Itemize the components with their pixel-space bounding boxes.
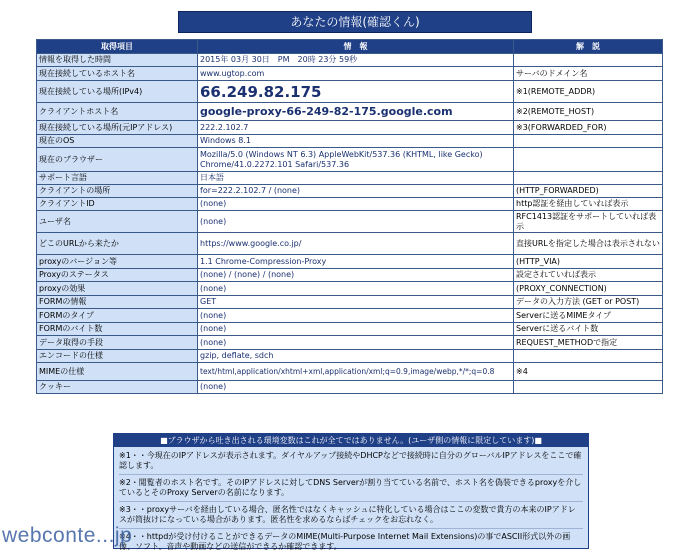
row-label: ユーザ名 <box>37 211 198 233</box>
page-title: あなたの情報(確認くん) <box>178 11 532 33</box>
row-note: (PROXY_CONNECTION) <box>514 282 663 296</box>
row-label: 現在接続しているホスト名 <box>37 67 198 81</box>
row-value: 日本語 <box>198 172 514 185</box>
row-label: 現在のブラウザー <box>37 148 198 172</box>
row-value: (none) <box>198 323 514 336</box>
table-row <box>37 135 663 148</box>
table-row <box>37 323 663 336</box>
row-value: GET <box>198 296 514 309</box>
row-note: 設定されていれば表示 <box>514 269 663 282</box>
table-row <box>37 336 663 350</box>
row-value: (none) <box>198 381 514 394</box>
row-value: (none) <box>198 198 514 211</box>
row-value: Mozilla/5.0 (Windows NT 6.3) AppleWebKit/537.36 (KHTML, like Gecko) Chrome/41.0.2272.101 Safari/537.36 <box>198 148 514 172</box>
row-note: REQUEST_METHODで指定 <box>514 336 663 350</box>
row-label: クッキー <box>37 381 198 394</box>
table-row <box>37 198 663 211</box>
table-header-row <box>37 40 663 54</box>
row-value: 1.1 Chrome-Compression-Proxy <box>198 255 514 269</box>
row-note: RFC1413認証をサポートしていれば表示 <box>514 211 663 233</box>
row-note: ※2(REMOTE_HOST) <box>514 103 663 121</box>
row-value: www.ugtop.com <box>198 67 514 81</box>
row-note: (HTTP_FORWARDED) <box>514 185 663 198</box>
row-note <box>514 350 663 363</box>
row-note: Serverに送るバイト数 <box>514 323 663 336</box>
row-note: ※1(REMOTE_ADDR) <box>514 81 663 103</box>
row-note: サーバのドメイン名 <box>514 67 663 81</box>
notes-header: ■ブラウザから吐き出される環境変数はこれが全てではありません。(ユーザ側の情報に限定しています)■ <box>114 434 588 447</box>
row-label: 情報を取得した時間 <box>37 54 198 67</box>
row-note: 直接URLを指定した場合は表示されない <box>514 233 663 255</box>
table-row <box>37 381 663 394</box>
table-row <box>37 185 663 198</box>
table-row <box>37 67 663 81</box>
table-row <box>37 121 663 135</box>
notes-box <box>113 433 589 549</box>
info-table <box>36 39 663 394</box>
row-label: FORMのタイプ <box>37 309 198 323</box>
table-row <box>37 148 663 172</box>
row-label: クライアントホスト名 <box>37 103 198 121</box>
table-row <box>37 233 663 255</box>
row-label: FORMのバイト数 <box>37 323 198 336</box>
row-note: データの入力方法 (GET or POST) <box>514 296 663 309</box>
row-value: 222.2.102.7 <box>198 121 514 135</box>
note-item: ※1・・今現在のIPアドレスが表示されます。ダイヤルアップ接続やDHCPなどで接続時に自分のグローバルIPアドレスをここで確認します。 <box>119 451 582 470</box>
header-info: 情 報 <box>198 40 514 54</box>
row-label: どこのURLから来たか <box>37 233 198 255</box>
row-value: (none) <box>198 309 514 323</box>
watermark: webconte...jp <box>2 524 133 547</box>
note-item: ※3・・proxyサーバを経由している場合、匿名性ではなくキャッシュに特化している場合はここの変数で貴方の本来のIPアドレスが筒抜けになっている場合があります。匿名性を求めるならばチェックをお忘れなく。 <box>119 501 583 525</box>
row-value: (none) <box>198 336 514 350</box>
ip-address-value: 66.249.82.175 <box>198 81 514 103</box>
row-value: (none) <box>198 282 514 296</box>
row-label: データ取得の手段 <box>37 336 198 350</box>
table-row <box>37 363 663 381</box>
row-value: gzip, deflate, sdch <box>198 350 514 363</box>
note-item: ※2・閲覧者のホスト名です。そのIPアドレスに対してDNS Serverが割り当てている名前で、ホスト名を偽装できるproxyを介しているとそのProxy Serverの名前になります。 <box>119 474 583 498</box>
row-note <box>514 172 663 185</box>
header-note: 解 説 <box>514 40 663 54</box>
row-label: MIMEの仕様 <box>37 363 198 381</box>
row-label: 現在接続している場所(元IPアドレス) <box>37 121 198 135</box>
table-row <box>37 309 663 323</box>
client-host-value: google-proxy-66-249-82-175.google.com <box>198 103 514 121</box>
table-row <box>37 350 663 363</box>
table-row <box>37 269 663 282</box>
row-note: (HTTP_VIA) <box>514 255 663 269</box>
table-row <box>37 54 663 67</box>
row-note <box>514 381 663 394</box>
row-label: proxyの効果 <box>37 282 198 296</box>
row-label: Proxyのステータス <box>37 269 198 282</box>
table-row <box>37 81 663 103</box>
row-label: クライアントの場所 <box>37 185 198 198</box>
row-label: クライアントID <box>37 198 198 211</box>
referrer-value: https://www.google.co.jp/ <box>198 233 514 255</box>
table-row <box>37 211 663 233</box>
table-row <box>37 103 663 121</box>
row-value: for=222.2.102.7 / (none) <box>198 185 514 198</box>
row-note <box>514 54 663 67</box>
note-item: ※4・・httpdが受け付けることができるデータのMIME(Multi-Purpose Internet Mail Extensions)の事でASCII形式以外の画像、ソフト、音声や動画などの送信ができるか確認できます。 <box>119 528 583 552</box>
row-note: Serverに送るMIMEタイプ <box>514 309 663 323</box>
row-value: 2015年 03月 30日 PM 20時 23分 59秒 <box>198 54 514 67</box>
table-row <box>37 172 663 185</box>
row-value: text/html,application/xhtml+xml,application/xml;q=0.9,image/webp,*/*;q=0.8 <box>198 363 514 381</box>
os-value: Windows 8.1 <box>198 135 514 148</box>
row-note <box>514 135 663 148</box>
table-row <box>37 296 663 309</box>
row-value: (none) <box>198 211 514 233</box>
row-note <box>514 148 663 172</box>
row-note: http認証を経由していれば表示 <box>514 198 663 211</box>
row-label: エンコードの仕様 <box>37 350 198 363</box>
row-note: ※4 <box>514 363 663 381</box>
row-label: 現在のOS <box>37 135 198 148</box>
row-label: 現在接続している場所(IPv4) <box>37 81 198 103</box>
row-value: (none) / (none) / (none) <box>198 269 514 282</box>
header-item: 取得項目 <box>37 40 198 54</box>
table-row <box>37 282 663 296</box>
row-label: サポート言語 <box>37 172 198 185</box>
row-note: ※3(FORWARDED_FOR) <box>514 121 663 135</box>
row-label: FORMの情報 <box>37 296 198 309</box>
table-row <box>37 255 663 269</box>
row-label: proxyのバージョン等 <box>37 255 198 269</box>
